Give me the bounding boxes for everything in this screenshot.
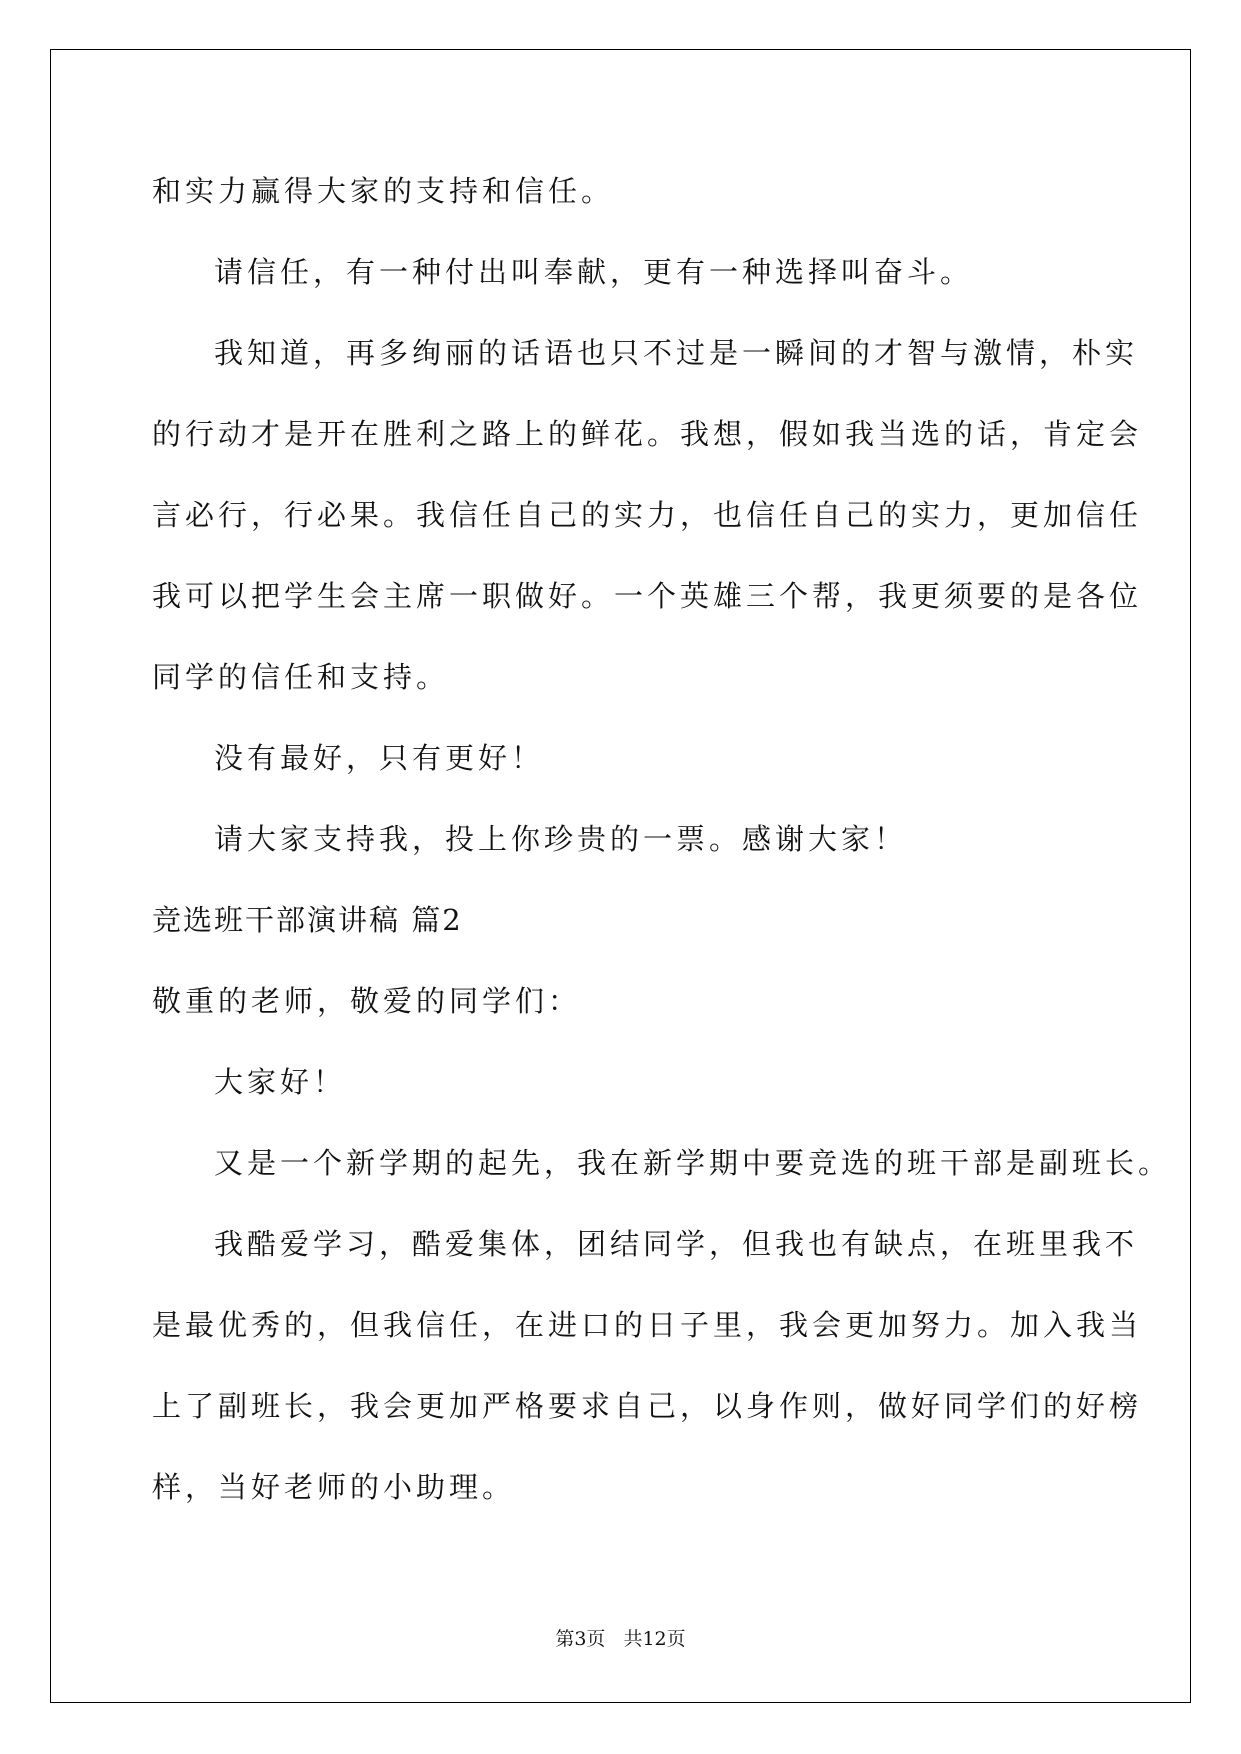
body-line-5: 言必行，行必果。我信任自己的实力，也信任自己的实力，更加信任 [152, 498, 1143, 532]
body-line-4: 的行动才是开在胜利之路上的鲜花。我想，假如我当选的话，肯定会 [152, 417, 1143, 451]
page-number: 第3页 [555, 1628, 606, 1650]
body-line-8: 没有最好，只有更好！ [214, 741, 545, 775]
body-line-16: 上了副班长，我会更加严格要求自己，以身作则，做好同学们的好榜 [152, 1389, 1143, 1423]
body-line-6: 我可以把学生会主席一职做好。一个英雄三个帮，我更须要的是各位 [152, 579, 1143, 613]
body-line-9: 请大家支持我，投上你珍贵的一票。感谢大家！ [214, 822, 908, 856]
salutation: 敬重的老师，敬爱的同学们： [152, 984, 582, 1018]
body-line-1: 和实力赢得大家的支持和信任。 [152, 174, 615, 208]
body-line-13: 又是一个新学期的起先，我在新学期中要竞选的班干部是副班长。 [214, 1146, 1172, 1180]
greeting: 大家好！ [214, 1065, 347, 1099]
section-heading: 竞选班干部演讲稿 篇2 [152, 903, 463, 937]
page-total: 共12页 [623, 1628, 686, 1650]
body-line-17: 样，当好老师的小助理。 [152, 1470, 516, 1504]
page-border [50, 49, 1191, 1703]
body-line-15: 是最优秀的，但我信任，在进口的日子里，我会更加努力。加入我当 [152, 1308, 1143, 1342]
body-line-2: 请信任，有一种付出叫奉献，更有一种选择叫奋斗。 [214, 255, 974, 289]
body-line-14: 我酷爱学习，酷爱集体，团结同学，但我也有缺点，在班里我不 [214, 1227, 1139, 1261]
body-line-7: 同学的信任和支持。 [152, 660, 450, 694]
page-footer [0, 1624, 1241, 1651]
body-line-3: 我知道，再多绚丽的话语也只不过是一瞬间的才智与激情，朴实 [214, 336, 1139, 370]
